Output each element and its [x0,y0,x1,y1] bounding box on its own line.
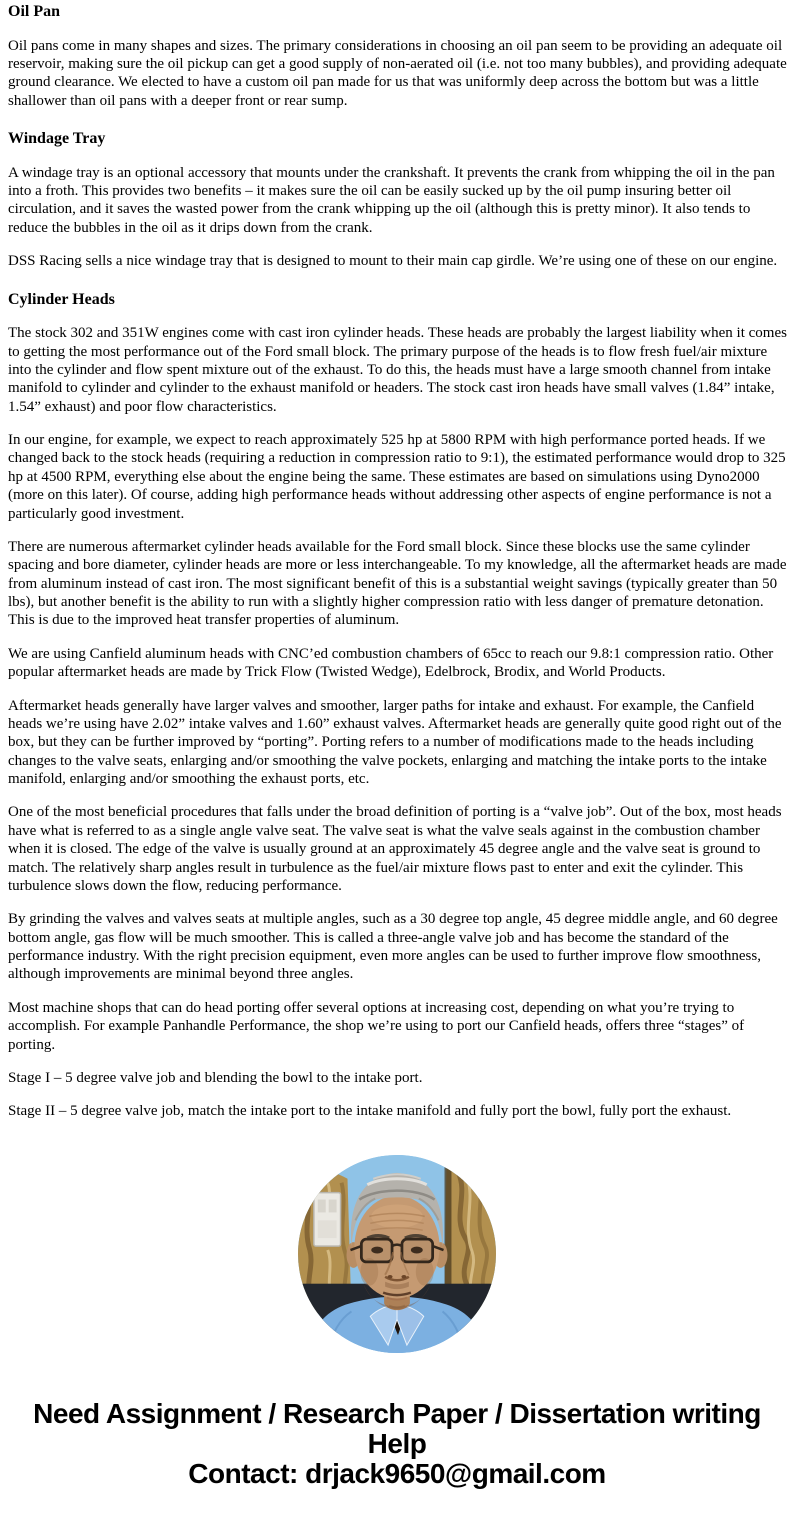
paragraph-oil-pan-1: Oil pans come in many shapes and sizes. The primary considerations in choosing an oil pan seem to be providing an adequate oil reservoir, making sure the oil pickup can get a good supply of non-aerated oil (i.e. not too many bubbles), and providing adequate ground clearance. We elected to have a custom oil pan made for us that was uniformly deep across the bottom but was a little shallower than oil pans with a deeper front or rear sump. [8,37,787,109]
paragraph-cylinder-heads-8: Most machine shops that can do head porting offer several options at increasing cost, depending on what you’re trying to accomplish. For example Panhandle Performance, the shop we’re using to port our Canfield heads, offers three “stages” of porting. [8,999,745,1053]
paragraph-cylinder-heads-4: We are using Canfield aluminum heads with CNC’ed combustion chambers of 65cc to reach our 9.8:1 compression ratio. Other popular aftermarket heads are made by Trick Flow (Twisted Wedge), Edelbrock, Brodix, and World Products. [8,645,774,681]
promo-contact-email: Contact: drjack9650@gmail.com [188,1457,606,1489]
article-body [8,2,788,1121]
promo-heading: Need Assignment / Research Paper / Dissertation writing Help [33,1397,761,1459]
portrait-photo [298,1155,496,1353]
portrait-section [0,1155,794,1353]
paragraph-cylinder-heads-6: One of the most beneficial procedures that falls under the broad definition of porting is a “valve job”. Out of the box, most heads have what is referred to as a single angle valve seat. The valve seat is what the valve seals against in the combustion chamber when it is closed. The edge of the valve is usually ground at an approximately 45 degree angle and the valve seat is ground to match. The relatively sharp angles result in turbulence as the fuel/air mixture flows past to enter and exit the cylinder. This turbulence slows down the flow, reducing performance. [8,804,782,894]
portrait-illustration [298,1155,496,1353]
paragraph-cylinder-heads-3: There are numerous aftermarket cylinder heads available for the Ford small block. Since these blocks use the same cylinder spacing and bore diameter, cylinder heads are more or less interchangeable. To my knowledge, all the aftermarket heads are made from aluminum instead of cast iron. The most significant benefit of this is a substantial weight savings (typically greater than 50 lbs), but another benefit is the ability to run with a slightly higher compression ratio with less danger of premature detonation. This is due to the improved heat transfer properties of aluminum. [8,538,787,629]
section-heading-cylinder-heads: Cylinder Heads [8,290,115,308]
paragraph-stage-1: Stage I – 5 degree valve job and blending the bowl to the intake port. [8,1069,423,1086]
section-heading-oil-pan: Oil Pan [8,3,61,20]
wall-panel [314,1192,341,1245]
paragraph-cylinder-heads-5: Aftermarket heads generally have larger valves and smoother, larger paths for intake and exhaust. For example, the Canfield heads we’re using have 2.02” intake valves and 1.60” exhaust valves. Aftermarket heads are generally quite good right out of the box, but they can be further improved by “porting”. Porting refers to a number of modifications made to the heads including changes to the valve seats, enlarging and/or smoothing the valve pockets, enlarging and matching the intake ports to the intake manifold, enlarging and/or smoothing the exhaust ports, etc. [8,697,782,788]
paragraph-cylinder-heads-2: In our engine, for example, we expect to reach approximately 525 hp at 5800 RPM with high performance ported heads. If we changed back to the stock heads (requiring a reduction in compression ratio to 9:1), the estimated performance would drop to 325 hp at 4500 RPM, everything else about the engine being the same. These estimates are based on simulations using Dyno2000 (more on this later). Of course, adding high performance heads without addressing other aspects of engine performance is not a particularly good investment. [8,432,786,522]
paragraph-stage-2: Stage II – 5 degree valve job, match the intake port to the intake manifold and fully port the bowl, fully port the exhaust. [8,1103,732,1120]
paragraph-cylinder-heads-7: By grinding the valves and valves seats at multiple angles, such as a 30 degree top angle, 45 degree middle angle, and 60 degree bottom angle, gas flow will be much smoother. This is called a three-angle valve job and has become the standard of the performance industry. With the right precision equipment, even more angles can be used to further improve flow smoothness, although improvements are minimal beyond three angles. [8,911,778,983]
promo-footer [0,1399,794,1511]
paragraph-cylinder-heads-1: The stock 302 and 351W engines come with cast iron cylinder heads. These heads are probably the largest liability when it comes to getting the most performance out of the Ford small block. The primary purpose of the heads is to flow fresh fuel/air mixture into the cylinder and flow spent mixture out of the exhaust. To do this, the heads must have a large smooth channel from intake manifold to cylinder and cylinder to the exhaust manifold or headers. The stock cast iron heads have small valves (1.84” intake, 1.54” exhaust) and poor flow characteristics. [8,325,787,415]
paragraph-windage-tray-1: A windage tray is an optional accessory that mounts under the crankshaft. It prevents the crank from whipping the oil in the pan into a froth. This provides two benefits – it makes sure the oil can be easily sucked up by the oil pump insuring better oil circulation, and it saves the wasted power from the crank whipping up the oil (although this is pretty minor). It also tends to reduce the bubbles in the oil as it drips down from the crank. [8,164,775,236]
section-heading-windage-tray: Windage Tray [8,130,106,148]
paragraph-windage-tray-2: DSS Racing sells a nice windage tray that is designed to mount to their main cap girdle. We’re using one of these on our engine. [8,253,778,270]
